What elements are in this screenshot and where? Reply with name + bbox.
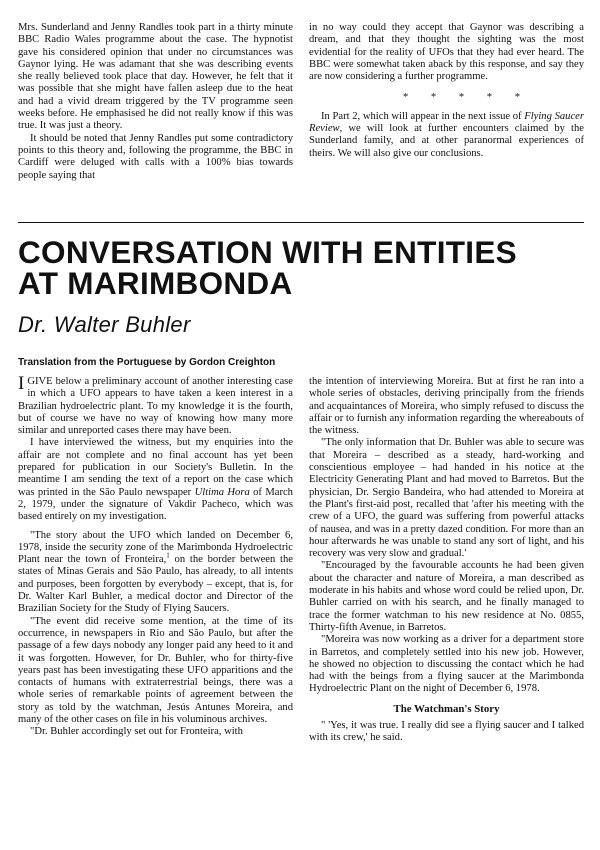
article-body — [18, 373, 584, 744]
paragraph: In Part 2, which will appear in the next issue of Flying Saucer Review, we will look at further encounters claimed by the Sunderland family, and at other paranormal experiences of theirs. We will also give our conclusions. — [309, 110, 584, 159]
paragraph: It should be noted that Jenny Randles put some contradictory points to this theory and, following the programme, the BBC in Cardiff were deluged with calls with a 100% bias towards people saying that — [18, 132, 293, 181]
body-right-column — [309, 376, 584, 744]
publication-title: Flying Saucer Review — [309, 110, 584, 135]
paragraph: Mrs. Sunderland and Jenny Randles took part in a thirty minute BBC Radio Wales programme about the case. The hypnotist gave his considered opinion that under no circumstances was Gaynor lying. He was adamant that she was describing events she really believed took place that day. However, he felt that it was possible that she might have fallen asleep due to the heat and had a vivid dream triggered by the TV programme seen weeks before. He emphasised he did not really know if this was true. It was just a theory. — [18, 22, 293, 132]
paragraph: "The only information that Dr. Buhler was able to secure was that Moreira – described as a steady, hard-working and conscientious employee – had handed in his notice at the Electricity Generating Plant and had moved to Barretos. But the physician, Dr. Sergio Bandeira, who had attended to Moreira at the Plant's first-aid post, recalled that 'after his meeting with the crew of a UFO, the guard was suffering from powerful attacks of nausea, and was in a pretty dazed condition. For more than an hour afterwards he was unable to stand any sort of light, and his recovery was very slow and gradual.' — [309, 437, 584, 560]
previous-article-continuation — [18, 22, 584, 222]
article-title: CONVERSATION WITH ENTITIES AT MARIMBONDA — [18, 234, 517, 301]
paragraph: IGIVE below a preliminary account of another interesting case in which a UFO appears to have taken a keen interest in a Brazilian hydroelectric plant. To my knowledge it is the fourth, but of course we have no way of knowing how many more similar and unreported cases there may have been. — [18, 373, 293, 437]
magazine-page — [18, 22, 584, 744]
article-author: Dr. Walter Buhler — [18, 312, 191, 337]
translation-credit: Translation from the Portuguese by Gordon Creighton — [18, 357, 276, 368]
paragraph: "Encouraged by the favourable accounts he had been given about the character and nature of Moreira, a man described as moderate in his habits and whose word could be relied upon, Dr. Buhler carried on with his search, and he finally managed to trace the former watchman to his new residence at No. 0855, Thirty-fifth Avenue, in Barretos. — [309, 560, 584, 633]
paragraph: the intention of interviewing Moreira. But at first he ran into a whole series of obstacles, deriving principally from the friends and acquaintances of Moreira, who simply refused to discuss the affair or to furnish any information regarding the whereabouts of the witness. — [309, 376, 584, 437]
body-left-column — [18, 373, 293, 744]
paragraph: in no way could they accept that Gaynor was describing a dream, and that they thought the sighting was the most evidential for the reality of UFOs that they had ever heard. The BBC were somewhat taken aback by this response, and say they are now considering a further programme. — [309, 22, 584, 83]
footnote-ref: 1 — [166, 551, 170, 560]
paragraph: "Moreira was now working as a driver for a department store in Barretos, and completely settled into his new job. However, he showed no objection to discussing the contact which he had had with the beings from a flying saucer at the Marimbonda Hydroelectric Plant on the night of December 6, 1978. — [309, 634, 584, 695]
paragraph: "The story about the UFO which landed on December 6, 1978, inside the security zone of the Marimbonda Hydroelectric Plant near the town of Fronteira,$^1$ on the border between the states of Minas Gerais and São Paulo, has already, to all intents and purposes, been forgotten by everybody – except, that is, for Dr. Walter Karl Buhler, a medical doctor and Director of the Brazilian Society for the Study of Flying Saucers. — [18, 529, 293, 615]
paragraph: "The event did receive some mention, at the time of its occurrence, in newspapers in Rio and São Paulo, but after the passage of a few days nobody any longer paid any heed to it and it was forgotten. However, for Dr. Buhler, who for thirty-five years past has been investigating these UFO apparitions and the contacts of humans with extraterrestrial beings, there was a whole series of remarkable points of agreement between the story as told by the watchman, Jesús Antunes Moreira, and many of the other cases on file in his voluminous archives. — [18, 615, 293, 726]
newspaper-title: Ultima Hora — [194, 486, 250, 498]
paragraph: " 'Yes, it was true. I really did see a flying saucer and I talked with its crew,' he said. — [309, 719, 584, 744]
section-subheading: The Watchman's Story — [393, 702, 500, 715]
paragraph: I have interviewed the witness, but my enquiries into the affair are not complete and no final account has yet been prepared for publication in our Society's Bulletin. In the meantime I am sending the text of a report on the case which was printed in the São Paulo newspaper Ultima Hora of March 2, 1979, under the signature of Vakdir Pacheco, which was based entirely on my investigation. — [18, 437, 293, 523]
section-break-stars: * * * * * — [402, 92, 531, 104]
section-divider — [18, 222, 584, 223]
drop-cap: I — [18, 373, 25, 394]
paragraph: "Dr. Buhler accordingly set out for Fronteira, with — [30, 726, 243, 738]
top-right-column — [309, 22, 584, 222]
top-left-column — [18, 22, 293, 222]
